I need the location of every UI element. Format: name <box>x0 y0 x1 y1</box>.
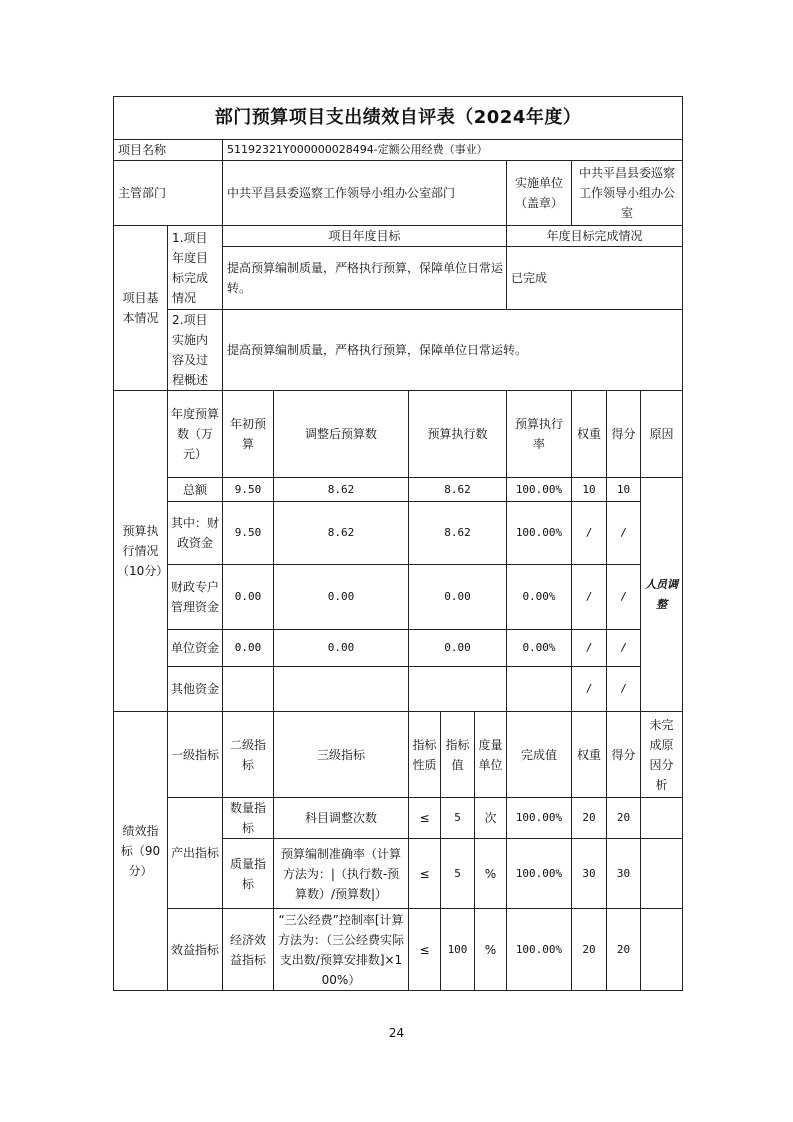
budget-row-executed <box>409 667 507 712</box>
perf-header-weight: 权重 <box>572 712 607 798</box>
budget-row <box>114 630 683 667</box>
perf-score: 30 <box>607 839 641 909</box>
perf-nature: ≤ <box>409 909 441 991</box>
budget-row-initial: 9.50 <box>223 478 274 502</box>
perf-header-value: 指标值 <box>441 712 475 798</box>
budget-header-executed: 预算执行数 <box>409 391 507 478</box>
perf-header-completion: 完成值 <box>507 712 572 798</box>
budget-row-name: 财政专户管理资金 <box>168 565 223 630</box>
department-value: 中共平昌县委巡察工作领导小组办公室部门 <box>223 161 507 226</box>
perf-header-score: 得分 <box>607 712 641 798</box>
budget-header-reason: 原因 <box>641 391 683 478</box>
budget-row-adjusted: 0.00 <box>274 630 409 667</box>
impl-text: 提高预算编制质量，严格执行预算，保障单位日常运转。 <box>223 310 683 391</box>
perf-weight: 30 <box>572 839 607 909</box>
perf-nature: ≤ <box>409 798 441 839</box>
perf-score: 20 <box>607 798 641 839</box>
budget-row-executed: 8.62 <box>409 478 507 502</box>
budget-row-adjusted <box>274 667 409 712</box>
budget-header-score: 得分 <box>607 391 641 478</box>
budget-row-score: 10 <box>607 478 641 502</box>
perf-completion: 100.00% <box>507 909 572 991</box>
budget-row <box>114 502 683 565</box>
budget-row-executed: 0.00 <box>409 565 507 630</box>
self-evaluation-form <box>113 96 683 991</box>
performance-section-label: 绩效指标（90分） <box>114 712 168 991</box>
form-title: 部门预算项目支出绩效自评表（2024年度） <box>114 97 683 140</box>
budget-row-rate: 0.00% <box>507 630 572 667</box>
budget-header-rate: 预算执行率 <box>507 391 572 478</box>
perf-level2: 经济效益指标 <box>223 909 274 991</box>
budget-row-weight: 10 <box>572 478 607 502</box>
perf-header-analysis: 未完成原因分析 <box>641 712 683 798</box>
perf-unit: % <box>475 839 507 909</box>
budget-row-adjusted: 0.00 <box>274 565 409 630</box>
budget-row-rate: 100.00% <box>507 502 572 565</box>
perf-header-nature: 指标性质 <box>409 712 441 798</box>
budget-row-rate: 0.00% <box>507 565 572 630</box>
budget-reason: 人员调整 <box>641 478 683 712</box>
budget-row <box>114 478 683 502</box>
budget-row-initial: 0.00 <box>223 630 274 667</box>
perf-value: 5 <box>441 798 475 839</box>
budget-row-score: / <box>607 630 641 667</box>
perf-completion: 100.00% <box>507 839 572 909</box>
project-name-value: 51192321Y000000028494-定额公用经费（事业） <box>223 140 683 161</box>
perf-level1: 产出指标 <box>168 798 223 909</box>
budget-row-executed: 0.00 <box>409 630 507 667</box>
perf-level3: “三公经费”控制率[计算方法为：（三公经费实际支出数/预算安排数]×100%） <box>274 909 409 991</box>
budget-row-initial: 9.50 <box>223 502 274 565</box>
budget-row-score: / <box>607 565 641 630</box>
budget-row-weight: / <box>572 667 607 712</box>
goal-row-label: 1.项目年度目标完成情况 <box>168 226 223 310</box>
impl-row-label: 2.项目实施内容及过程概述 <box>168 310 223 391</box>
completion-text: 已完成 <box>507 247 683 310</box>
budget-header-annual: 年度预算数（万元） <box>168 391 223 478</box>
budget-row-name: 单位资金 <box>168 630 223 667</box>
perf-header-unit: 度量单位 <box>475 712 507 798</box>
perf-level2: 质量指标 <box>223 839 274 909</box>
perf-header-level1: 一级指标 <box>168 712 223 798</box>
budget-row <box>114 565 683 630</box>
basic-info-label: 项目基本情况 <box>114 226 168 391</box>
budget-row-rate <box>507 667 572 712</box>
perf-analysis <box>641 909 683 991</box>
project-name-label: 项目名称 <box>114 140 223 161</box>
goal-header: 项目年度目标 <box>223 226 507 247</box>
budget-row-rate: 100.00% <box>507 478 572 502</box>
perf-score: 20 <box>607 909 641 991</box>
perf-analysis <box>641 839 683 909</box>
perf-header-level3: 三级指标 <box>274 712 409 798</box>
page-number: 24 <box>388 1026 405 1040</box>
budget-header-weight: 权重 <box>572 391 607 478</box>
perf-header-level2: 二级指标 <box>223 712 274 798</box>
budget-section-label: 预算执行情况（10分） <box>114 391 168 712</box>
budget-row-score: / <box>607 667 641 712</box>
budget-row-adjusted: 8.62 <box>274 502 409 565</box>
impl-unit-value: 中共平昌县委巡察工作领导小组办公室 <box>572 161 683 226</box>
perf-level1: 效益指标 <box>168 909 223 991</box>
budget-row-name: 其中：财政资金 <box>168 502 223 565</box>
budget-row-weight: / <box>572 630 607 667</box>
budget-row-weight: / <box>572 565 607 630</box>
perf-value: 100 <box>441 909 475 991</box>
budget-header-initial: 年初预算 <box>223 391 274 478</box>
completion-header: 年度目标完成情况 <box>507 226 683 247</box>
budget-row-initial <box>223 667 274 712</box>
perf-weight: 20 <box>572 909 607 991</box>
perf-level2: 数量指标 <box>223 798 274 839</box>
perf-level3: 预算编制准确率（计算方法为：|（执行数-预算数）/预算数|） <box>274 839 409 909</box>
perf-row <box>114 798 683 839</box>
budget-row-weight: / <box>572 502 607 565</box>
perf-analysis <box>641 798 683 839</box>
perf-nature: ≤ <box>409 839 441 909</box>
budget-row-adjusted: 8.62 <box>274 478 409 502</box>
budget-row-name: 其他资金 <box>168 667 223 712</box>
perf-unit: 次 <box>475 798 507 839</box>
perf-row <box>114 909 683 991</box>
department-label: 主管部门 <box>114 161 223 226</box>
impl-unit-label: 实施单位（盖章） <box>507 161 572 226</box>
budget-row <box>114 667 683 712</box>
budget-row-score: / <box>607 502 641 565</box>
budget-row-executed: 8.62 <box>409 502 507 565</box>
perf-level3: 科目调整次数 <box>274 798 409 839</box>
budget-row-initial: 0.00 <box>223 565 274 630</box>
budget-row-name: 总额 <box>168 478 223 502</box>
perf-unit: % <box>475 909 507 991</box>
budget-header-adjusted: 调整后预算数 <box>274 391 409 478</box>
perf-value: 5 <box>441 839 475 909</box>
goal-text: 提高预算编制质量，严格执行预算，保障单位日常运转。 <box>223 247 507 310</box>
perf-weight: 20 <box>572 798 607 839</box>
perf-completion: 100.00% <box>507 798 572 839</box>
